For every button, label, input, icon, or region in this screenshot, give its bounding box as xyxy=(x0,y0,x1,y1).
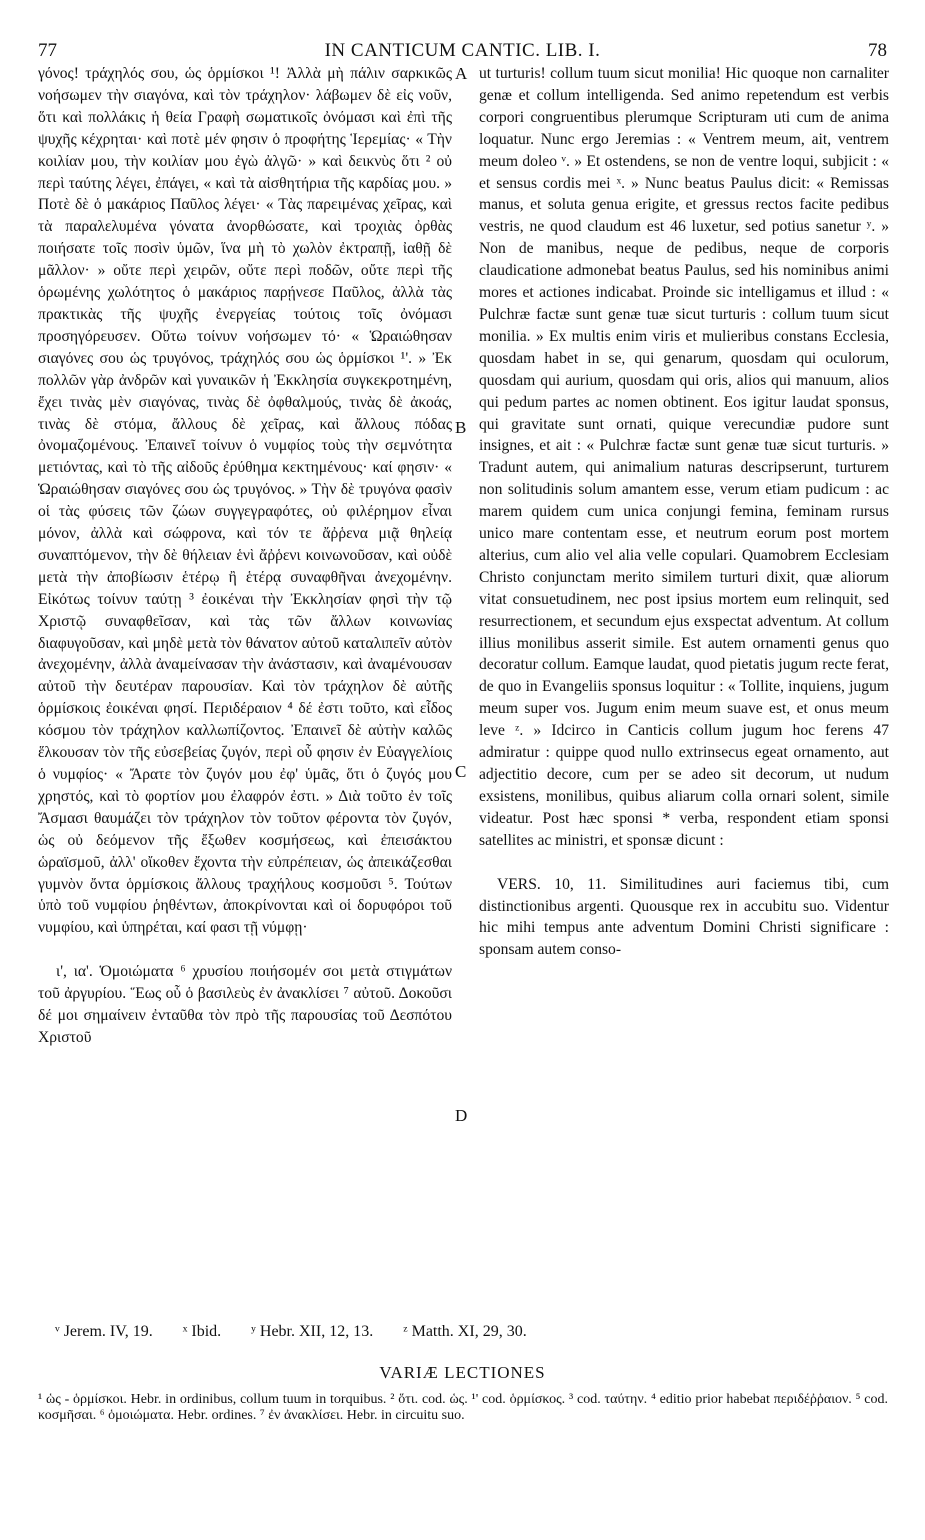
margin-marker-a: A xyxy=(455,64,468,83)
page-number-left: 77 xyxy=(38,40,57,61)
greek-text: γόνος! τράχηλός σου, ὡς ὁρμίσκοι ¹! Ἀλλὰ μὴ πάλιν σαρκικῶς νοήσωμεν τὴν σιαγόνα, καὶ τὸν τράχηλον· λάβωμεν δὲ εἰς νοῦν, ὅτι καὶ πολλάκις ἡ θεία Γραφὴ σωματικοῖς ὀνόμασι καὶ ἐπὶ τῆς ψυχῆς κέχρηται· καὶ ποτὲ μέν φησιν ὁ προφήτης Ἱερεμίας· « Τὴν κοιλίαν μου, τὴν κοιλίαν μου ἐγὼ ἀλγῶ· » καὶ δεικνὺς ὅτι ² οὐ περὶ ταύτης λέγει, ἐπάγει, « καὶ τὰ αἰσθητήρια τῆς καρδίας μου. » Ποτὲ δὲ ὁ μακάριος Παῦλος λέγει· « Τὰς παρειμένας χεῖρας, καὶ τὰ παραλελυμένα γόνατα ἀνορθώσατε, καὶ τροχιὰς ὀρθὰς ποιήσατε τοῖς ποσὶν ὑμῶν, ἵνα μὴ τὸ χωλὸν ἐκτραπῇ, ἰαθῇ δὲ μᾶλλον· » οὔτε περὶ χειρῶν, οὔτε περὶ ποδῶν, οὔτε περὶ τῆς ὁρωμένης χωλότητος ὁ μακάριος παρῄνεσε Παῦλος, ἀλλὰ τὰς πρακτικὰς τῆς ψυχῆς ἐνεργείας τούτοις τοῖς ὀνόμασι προσηγόρευσεν. Οὕτω τοίνυν νοήσωμεν τό· « Ὡραιώθησαν σιαγόνες σου ὡς τρυγόνος, τράχηλός σου ὡς ὁρμίσκοι ¹'. » Ἐκ πολλῶν γὰρ ἀνδρῶν καὶ γυναικῶν ἡ Ἐκκλησία συγκεκροτημένη, ἔχει τινὰς μὲν σιαγόνας, τινὰς δὲ ὀφθαλμούς, τινὰς δὲ ἀκοάς, τινὰς δὲ στόμα, ἄλλους δὲ χεῖρας, καὶ ἄλλους πόδας ὀνομαζομένους. Ἐπαινεῖ τοίνυν ὁ νυμφίος τοὺς τὴν σεμνότητα μετιόντας, καὶ τὸ τῆς αἰδοῦς ἐρύθημα κεκτημένους· καί φησιν· « Ὡραιώθησαν σιαγόνες σου ὡς τρυγόνος. » Τὴν δὲ τρυγόνα φασὶν οἱ τὰς φύσεις τῶν ζώων συγγεγραφότες, οὐ φιλέρημον εἶναι μόνον, ἀλλὰ καὶ σώφρονα, καὶ τόν τε ἄῤῥενα μιᾷ θηλείᾳ συναπτόμενον, τὴν δὲ θήλειαν ἑνὶ ἄῤῥενι κοινωνοῦσαν, καὶ οὐδὲ μετὰ τὴν ἀποβίωσιν ἑτέρῳ ἢ ἑτέρᾳ συναφθῆναι ἀνεχομένην. Εἰκότως τοίνυν ταύτῃ ³ ἐοικέναι τὴν Ἐκκλησίαν φησὶ τὴν τῷ Χριστῷ συναφθεῖσαν, καὶ τὰς τῶν ἄλλων κοινωνίας διαφυγοῦσαν, καὶ μηδὲ μετὰ τὸν θάνατον αὐτοῦ καταλιπεῖν αὐτὸν ἀνεχομένην, ἀλλὰ ἀναμείνασαν τὴν ἀνάστασιν, καὶ ἀναμένουσαν αὐτοῦ τὴν δευτέραν παρουσίαν. Καὶ τὸν τράχηλον δὲ αὐτῆς ὁρμίσκοις ἐοικέναι φησί. Περιδέραιον ⁴ δέ ἐστι τοῦτο, καὶ εἶδος κόσμου τὸν τράχηλον καλλωπίζοντος. Ἐπαινεῖ δὲ αὐτὴν καλῶς ἕλκουσαν τὸν τῆς εὐσεβείας ζυγόν, περὶ οὗ φησιν ἐν Εὐαγγελίοις ὁ νυμφίος· « Ἄρατε τὸν ζυγόν μου ἐφ' ὑμᾶς, ὅτι ὁ ζυγός μου χρηστός, καὶ τὸ φορτίον μου ἐλαφρόν ἐστι. » Διὰ τοῦτο ἐν τοῖς Ἄσμασι θαυμάζει τὸν τράχηλον τὸν τοῦτον φέροντα τὸν ζυγόν, ὡς οὐ δεόμενον τῆς ἔξωθεν κοσμήσεως, καὶ ἐπεισάκτου ὡραϊσμοῦ, ἀλλ' οἴκοθεν ἔχοντα τὴν εὐπρέπειαν, ὡς ἀπεικάζεσθαι γυμνὸν ὄντα ὁρμίσκοις ἄλλους τραχήλους κοσμοῦσι ⁵. Τούτων ὑπὸ τοῦ νυμφίου ῥηθέντων, ἀποκρίνονται καὶ οἱ δορυφόροι τοῦ νυμφίου, καὶ ὑπηρέται, καί φασι τῇ νύμφῃ· xyxy=(38,65,452,937)
latin-verse: VERS. 10, 11. Similitudines auri faciemus tibi, cum distinctionibus argenti. Quousque rex in accubitu suo. Videntur hic mihi tempus ante adventum Domini Christi significare : sponsam autem conso- xyxy=(479,875,889,959)
latin-text: ut turturis! collum tuum sicut monilia! Hic quoque non carnaliter genæ et collum intelligenda. Sed animo repetendum est verbis corpori congruentibus plerumque Scripturam uti cum de anima loquatur. Nunc ergo Jeremias : « Ventrem meum, ait, ventrem meum doleo ᵛ. » Et ostendens, se non de ventre loqui, subjicit : « et sensus cordis mei ˣ. » Nunc beatus Paulus dicit: « Remissas manus, et soluta genua erigite, et gressus rectos facite pedibus vestris, ne quod claudum est 46 luxetur, sed potius sanetur ʸ. » Non de manibus, neque de pedibus, neque de corporis claudicatione admonebat beatus Paulus, sed his nominibus animi mores et actiones indicabat. Proinde sic intelligamus et illud : « Pulchræ factæ sunt genæ tuæ sicut turturis : collum tuum sicut monilia. » Ex multis enim viris et mulieribus constans Ecclesia, quosdam habet in se, qui genarum, quosdam qui oculorum, quosdam qui aurium, quosdam qui oris, alios qui manuum, alios qui pedum partes ac nomen obtinent. Eos igitur laudat sponsus, qui gravitate sunt ornati, quique verecundiæ pudore sunt insignes, et ait : « Pulchræ factæ sunt genæ tuæ sicut turturis. » Tradunt autem, qui animalium naturas descripserunt, turturem non solitudinis solum amantem esse, verum etiam pudicum : ac marem quidem cum unica conjungi femina, feminam rursus unico mare contentam esse, et neutrum eorum post mortem alterius, cum alio vel alia velle copulari. Quamobrem Ecclesiam Christo conjunctam merito similem turturi dixit, quæ aliorum vitat consuetudinem, nec post ipsius mortem eum relinquit, sed resurrectionem, et secundum ejus exspectat adventum. At collum illius monilibus asserit simile. Est autem ornamenti genus quo decoratur collum. Eamque laudat, quod pietatis jugum recte ferat, de quo in Evangeliis sponsus loquitur : « Tollite, inquiens, jugum meum super vos. Jugum enim meum suave est, et onus meum leve ᶻ. » Idcirco in Canticis collum jugum hoc ferens 47 admiratur : quippe quod nullo extrinsecus egeat ornamento, aut adjectitio decore, cum per se adeo sit decorum, ut nudum exsistens, monilibus, quibus aliarum colla ornari solent, simile videatur. Post hæc sponsi * verba, respondent etiam sponsi satellites ac ministri, et sponsæ dicunt : xyxy=(479,65,889,849)
greek-column xyxy=(38,63,452,1049)
footnote: ˣ Ibid. xyxy=(182,1323,222,1340)
margin-marker-d: D xyxy=(455,1106,468,1125)
footnote: ʸ Hebr. XII, 12, 13. xyxy=(251,1323,374,1340)
variae-text: ¹ ὡς - ὁρμίσκοι. Hebr. in ordinibus, collum tuum in torquibus. ² ὅτι. cod. ὡς. ¹' cod. ὁρμίσκος. ³ cod. ταύτην. ⁴ editio prior habebat περιδέῤῥαιον. ⁵ cod. κοσμῆσαι. ⁶ ὁμοιώματα. Hebr. ordines. ⁷ ἐν ἀνακλίσει. Hebr. in circuitu suo. xyxy=(38,1392,888,1423)
footnote: ᵛ Jerem. IV, 19. xyxy=(55,1323,153,1340)
page-header xyxy=(38,40,887,64)
margin-marker-b: B xyxy=(455,418,467,437)
variae-title: VARIÆ LECTIONES xyxy=(379,1363,546,1382)
footnote: ᶻ Matth. XI, 29, 30. xyxy=(403,1323,527,1340)
margin-marker-c: C xyxy=(455,762,467,781)
variae-lectiones xyxy=(38,1392,888,1424)
running-title: IN CANTICUM CANTIC. LIB. I. xyxy=(324,40,601,61)
footnotes xyxy=(55,1323,553,1341)
greek-verse: ι', ια'. Ὁμοιώματα ⁶ χρυσίου ποιήσομέν σοι μετὰ στιγμάτων τοῦ ἀργυρίου. Ἕως οὗ ὁ βασιλεὺς ἐν ἀνακλίσει ⁷ αὐτοῦ. Δοκοῦσι δέ μοι σημαίνειν ἐνταῦθα τὸν πρὸ τῆς παρουσίας τοῦ Δεσπότου Χριστοῦ xyxy=(38,963,452,1046)
page-number-right: 78 xyxy=(868,40,887,61)
latin-column xyxy=(479,63,889,961)
